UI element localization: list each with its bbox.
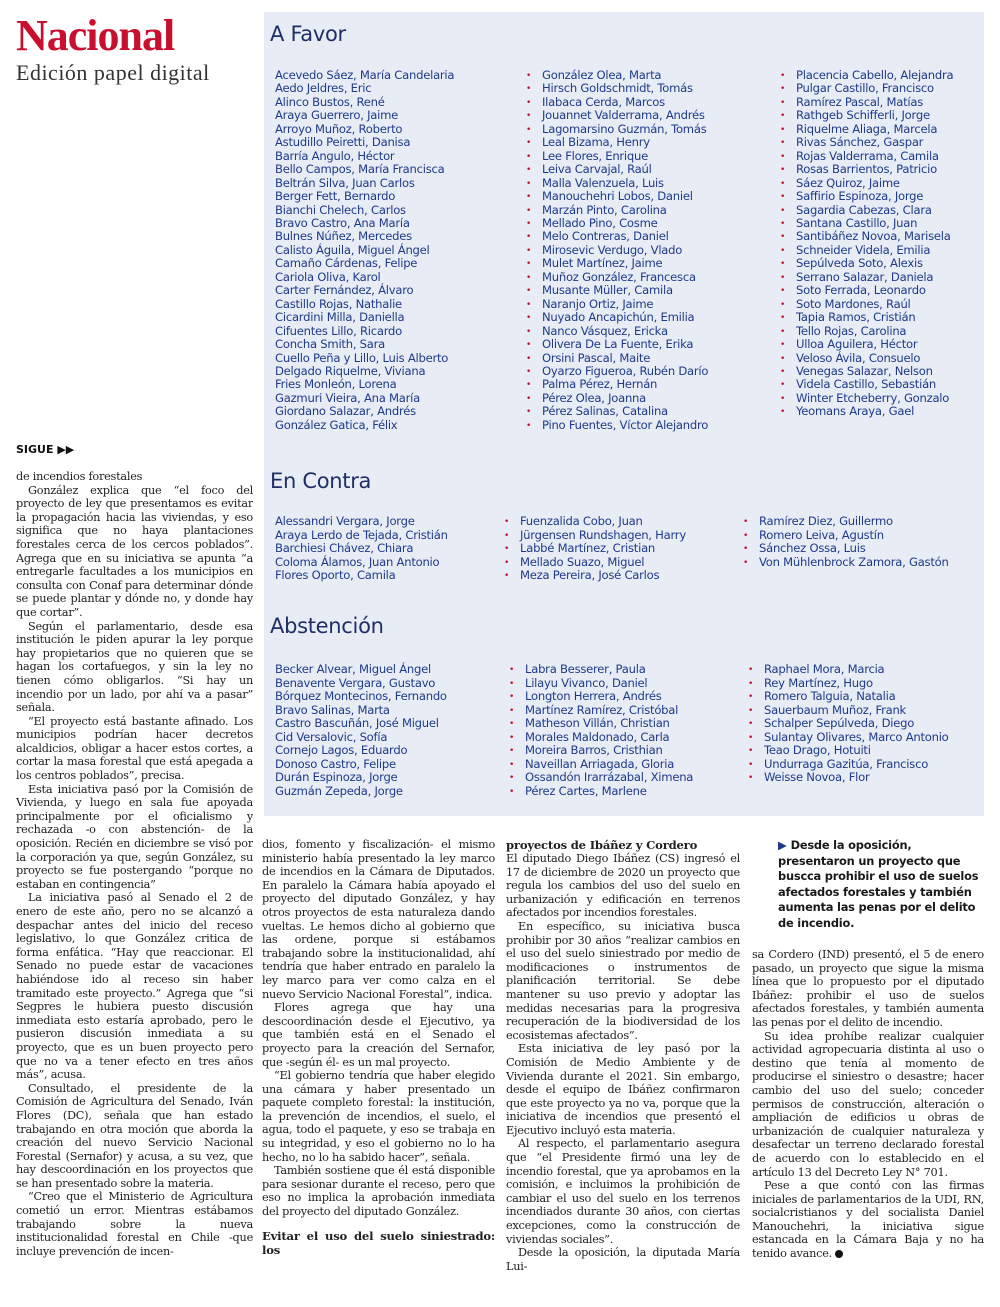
legislator-name: • Leal Bizama, Henry: [542, 136, 708, 149]
legislator-name: • Tapia Ramos, Cristián: [796, 311, 953, 324]
legislator-name: • Weisse Novoa, Flor: [764, 771, 949, 785]
legislator-name: • Lee Flores, Enrique: [542, 150, 708, 163]
legislator-name: Arroyo Muñoz, Roberto: [275, 121, 403, 136]
pull-quote-text: Desde la oposición, presentaron un proyecto que buscca prohibir el uso de suelos afectados forestales y también aumenta las penas por el delito de incendio.: [778, 838, 979, 930]
legislator-name: • Ilabaca Cerda, Marcos: [542, 96, 708, 109]
legislator-name: • Teao Drago, Hotuiti: [764, 744, 949, 758]
legislator-name: Giordano Salazar, Andrés: [275, 404, 416, 419]
legislator-name: Benavente Vergara, Gustavo: [275, 675, 436, 690]
legislator-name: • Mirosevic Verdugo, Vlado: [542, 244, 708, 257]
votes-abstencion-title: Abstención: [270, 614, 384, 638]
vote-results-panel: [264, 12, 984, 816]
legislator-name: • Moreira Barros, Cristhian: [525, 744, 693, 758]
legislator-name: Astudillo Peiretti, Danisa: [275, 135, 411, 150]
legislator-name: Barría Angulo, Héctor: [275, 148, 395, 163]
article-paragraph: Según el parlamentario, desde esa institución le piden apurar la ley porque hay propietarios que no quieren que se hagan los cortafuegos, y sin la ley no tienen cómo obligarlos. “Si hay un incendio por un lado, por ahí va a pasar” señala.: [16, 619, 253, 715]
votes-contra-column-1: [275, 515, 448, 583]
legislator-name: • Sepúlveda Soto, Alexis: [796, 257, 953, 270]
legislator-name: Donoso Castro, Felipe: [275, 756, 396, 771]
legislator-name: • Rathgeb Schifferli, Jorge: [796, 109, 953, 122]
legislator-name: • Ulloa Aguilera, Héctor: [796, 338, 953, 351]
legislator-name: • Undurraga Gazitúa, Francisco: [764, 758, 949, 772]
legislator-name: Flores Oporto, Camila: [275, 568, 396, 583]
pull-quote: [778, 838, 984, 931]
legislator-name: • Hirsch Goldschmidt, Tomás: [542, 82, 708, 95]
masthead: [16, 11, 256, 86]
legislator-name: Castillo Rojas, Nathalie: [275, 296, 402, 311]
article-paragraph: Flores agrega que hay una descoordinación desde el Ejecutivo, ya que también está en el Senado el proyecto para la creación del Sernafor, que -según él- es un mal proyecto.: [262, 1001, 495, 1069]
legislator-name: • Rosas Barrientos, Patricio: [796, 163, 953, 176]
legislator-name: • Nuyado Ancapichún, Emilia: [542, 311, 708, 324]
legislator-name: Fries Monleón, Lorena: [275, 377, 397, 392]
legislator-name: • Rey Martínez, Hugo: [764, 677, 949, 691]
legislator-name: • Oyarzo Figueroa, Rubén Darío: [542, 365, 708, 378]
legislator-name: • Fuenzalida Cobo, Juan: [520, 515, 686, 529]
legislator-name: • Sauerbaum Muñoz, Frank: [764, 704, 949, 718]
legislator-name: Barchiesi Chávez, Chiara: [275, 541, 414, 556]
legislator-name: • Orsini Pascal, Maite: [542, 352, 708, 365]
legislator-name: • Raphael Mora, Marcia: [764, 663, 949, 677]
pull-quote-arrow-icon: ▶: [778, 838, 787, 852]
legislator-name: Castro Bascuñán, José Miguel: [275, 716, 439, 730]
legislator-name: • Soto Ferrada, Leonardo: [796, 284, 953, 297]
legislator-name: • Ramírez Pascal, Matías: [796, 96, 953, 109]
legislator-name: Delgado Riquelme, Viviana: [275, 363, 426, 378]
article-paragraph: de incendios forestales: [16, 470, 143, 483]
legislator-name: • Naranjo Ortiz, Jaime: [542, 298, 708, 311]
legislator-name: • Naveillan Arriagada, Gloria: [525, 758, 693, 772]
legislator-name: • Serrano Salazar, Daniela: [796, 271, 953, 284]
votes-contra-column-3: [759, 515, 949, 569]
legislator-name: • González Olea, Marta: [542, 69, 708, 82]
legislator-name: Cornejo Lagos, Eduardo: [275, 743, 408, 757]
article-column-1: [16, 470, 253, 1295]
legislator-name: • Pérez Salinas, Catalina: [542, 405, 708, 418]
edition-subtitle: Edición papel digital: [16, 60, 210, 85]
legislator-name: Acevedo Sáez, María Candelaria: [275, 68, 455, 82]
legislator-name: • Soto Mardones, Raúl: [796, 298, 953, 311]
legislator-name: • Labbé Martínez, Cristian: [520, 542, 686, 556]
article-paragraph: “El proyecto está bastante afinado. Los municipios podrían hacer decretos alcaldicios, obligar a hacer estos cortes, a cortar la masa forestal que está apegada a los centros poblados”, precisa.: [16, 714, 253, 783]
article-paragraph: En específico, su iniciativa busca prohibir por 30 años “realizar cambios en el uso del suelo siniestrado por medio de modificaciones o instrumentos de planificación territorial. Se debe mantener su uso previo y adoptar las medidas necesarias para la progresiva recuperación de la biodiversidad de los ecosistemas afectados”.: [506, 919, 740, 1042]
article-paragraph: También sostiene que él está disponible para sesionar durante el receso, pero que eso no implica la aprobación inmediata del proyecto del diputado González.: [262, 1164, 495, 1219]
legislator-name: • Olivera De La Fuente, Erika: [542, 338, 708, 351]
legislator-name: Bravo Salinas, Marta: [275, 702, 390, 717]
legislator-name: • Melo Contreras, Daniel: [542, 230, 708, 243]
legislator-name: • Rojas Valderrama, Camila: [796, 150, 953, 163]
votes-favor-column-2: [542, 69, 708, 432]
article-paragraph: “El gobierno tendría que haber elegido una cámara y haber presentado un paquete completo forestal: la institución, la prevención de incendios, el suelo, el agua, todo el paquete, y eso se trabaja en su integridad, y eso el gobierno no lo ha hecho, no lo ha sabido hacer”, señala.: [262, 1069, 495, 1164]
legislator-name: • Malla Valenzuela, Luis: [542, 177, 708, 190]
legislator-name: Alinco Bustos, René: [275, 94, 385, 109]
article-paragraph: sa Cordero (IND) presentó, el 5 de enero pasado, un proyecto que sigue la misma línea que lo propuesto por el diputado Ibáñez: prohibir el uso de suelos afectados forestales, y también aumenta las penas por el delito de incendio.: [752, 948, 984, 1029]
article-paragraph: El diputado Diego Ibáñez (CS) ingresó el 17 de diciembre de 2020 un proyecto que regula los cambios del uso del suelo en urbanización y edificación en terrenos afectados por incendios forestales.: [506, 852, 740, 920]
legislator-name: • Marzán Pinto, Carolina: [542, 204, 708, 217]
article-paragraph: Al respecto, el parlamentario asegura que “el Presidente firmó una ley de incendio forestal, que ya aprobamos en la comisión, e incluimos la prohibición de cambiar el uso del suelo en los terrenos incendiados durante 30 años, con ciertas excepciones, como la construcción de viviendas sociales”.: [506, 1137, 740, 1246]
legislator-name: Durán Espinoza, Jorge: [275, 770, 398, 784]
legislator-name: • Sagardia Cabezas, Clara: [796, 204, 953, 217]
legislator-name: González Gatica, Félix: [275, 417, 398, 432]
legislator-name: • Venegas Salazar, Nelson: [796, 365, 953, 378]
legislator-name: Cariola Oliva, Karol: [275, 269, 381, 284]
legislator-name: Carter Fernández, Álvaro: [275, 283, 414, 298]
legislator-name: Gazmuri Vieira, Ana María: [275, 390, 421, 405]
legislator-name: • Rivas Sánchez, Gaspar: [796, 136, 953, 149]
legislator-name: • Muñoz González, Francesca: [542, 271, 708, 284]
article-column-3: [506, 838, 740, 1298]
article-paragraph: Consultado, el presidente de la Comisión de Agricultura del Senado, Iván Flores (DC), señala que han estado trabajando en otra moción que aborda la creación del nuevo Servicio Nacional Forestal (Sernafor) y acusa, a su vez, que hay descoordinación en los proyectos que se han presentado sobre la materia.: [16, 1081, 253, 1190]
legislator-name: Cuello Peña y Lillo, Luis Alberto: [275, 350, 449, 365]
legislator-name: • Pulgar Castillo, Francisco: [796, 82, 953, 95]
legislator-name: • Sánchez Ossa, Luis: [759, 542, 949, 556]
section-title-nacional: Nacional: [16, 11, 175, 60]
legislator-name: Camaño Cárdenas, Felipe: [275, 256, 418, 271]
legislator-name: • Meza Pereira, José Carlos: [520, 569, 686, 583]
article-subheading: Evitar el uso del suelo siniestrado: los: [262, 1228, 495, 1257]
legislator-name: • Mellado Suazo, Miguel: [520, 556, 686, 570]
legislator-name: • Riquelme Aliaga, Marcela: [796, 123, 953, 136]
legislator-name: Aedo Jeldres, Eric: [275, 81, 372, 96]
legislator-name: • Ramírez Diez, Guillermo: [759, 515, 949, 529]
legislator-name: • Videla Castillo, Sebastián: [796, 378, 953, 391]
legislator-name: Concha Smith, Sara: [275, 337, 386, 352]
legislator-name: Coloma Álamos, Juan Antonio: [275, 554, 440, 569]
legislator-name: Calisto Águila, Miguel Ángel: [275, 242, 430, 257]
legislator-name: Berger Fett, Bernardo: [275, 189, 396, 204]
votes-abstencion-column-2: [525, 663, 693, 798]
legislator-name: • Leiva Carvajal, Raúl: [542, 163, 708, 176]
article-paragraph: Desde la oposición, la diputada María Lui-: [506, 1246, 740, 1273]
article-paragraph: dios, fomento y fiscalización- el mismo ministerio había presentado la ley marco de incendios en la Cámara de Diputados. En paralelo la Cámara había apoyado el proyecto del diputado González, y hay otros proyectos de esta naturaleza dando vueltas. Le hemos dicho al gobierno que las ordene, porque si estábamos trabajando sobre la institucionalidad, ahí tendría que haber entrado en paralelo la ley marco para ver como calza en el nuevo Servicio Nacional Forestal”, indica.: [262, 838, 495, 1001]
votes-abstencion-column-3: [764, 663, 949, 785]
votes-favor-column-3: [796, 69, 953, 419]
legislator-name: • Jürgensen Rundshagen, Harry: [520, 529, 686, 543]
legislator-name: Bulnes Núñez, Mercedes: [275, 229, 412, 244]
votes-abstencion-column-1: [275, 663, 447, 798]
legislator-name: Beltrán Silva, Juan Carlos: [275, 175, 415, 190]
legislator-name: • Sulantay Olivares, Marco Antonio: [764, 731, 949, 745]
votes-favor-column-1: [275, 69, 454, 432]
article-paragraph: Esta iniciativa de ley pasó por la Comisión de Medio Ambiente y de Vivienda durante el 2021. Sin embargo, desde el equipo de Ibáñez confirmaron que este proyecto ya no va, porque que la iniciativa de incendios que presentó el Ejecutivo incluyó esta materia.: [506, 1042, 740, 1137]
votes-favor-title: A Favor: [270, 22, 346, 46]
legislator-name: • Von Mühlenbrock Zamora, Gastón: [759, 556, 949, 570]
legislator-name: Cifuentes Lillo, Ricardo: [275, 323, 402, 338]
legislator-name: • Lagomarsino Guzmán, Tomás: [542, 123, 708, 136]
legislator-name: • Jouannet Valderrama, Andrés: [542, 109, 708, 122]
article-paragraph: [752, 1179, 984, 1261]
legislator-name: • Romero Talguia, Natalia: [764, 690, 949, 704]
legislator-name: • Lilayu Vivanco, Daniel: [525, 677, 693, 691]
legislator-name: • Sáez Quiroz, Jaime: [796, 177, 953, 190]
legislator-name: • Morales Maldonado, Carla: [525, 731, 693, 745]
legislator-name: Bello Campos, María Francisca: [275, 162, 445, 177]
article-column-2: [262, 838, 495, 1298]
legislator-name: • Martínez Ramírez, Cristóbal: [525, 704, 693, 718]
votes-contra-title: En Contra: [270, 469, 372, 493]
continues-marker: SIGUE ▶▶: [16, 443, 75, 456]
legislator-name: • Tello Rojas, Carolina: [796, 325, 953, 338]
legislator-name: • Veloso Ávila, Consuelo: [796, 352, 953, 365]
article-subheading-continued: proyectos de Ibáñez y Cordero: [506, 838, 698, 852]
legislator-name: • Yeomans Araya, Gael: [796, 405, 953, 418]
legislator-name: Cid Versalovic, Sofía: [275, 729, 388, 744]
legislator-name: • Manouchehri Lobos, Daniel: [542, 190, 708, 203]
article-paragraph: “Creo que el Ministerio de Agricultura cometió un error. Mientras estábamos trabajando sobre la nueva institucionalidad forestal en Chile -que incluye prevención de incen-: [16, 1190, 253, 1258]
end-of-article-dot-icon: [835, 1250, 843, 1258]
legislator-name: • Santibáñez Novoa, Marisela: [796, 230, 953, 243]
legislator-name: • Nanco Vásquez, Ericka: [542, 325, 708, 338]
legislator-name: Guzmán Zepeda, Jorge: [275, 783, 403, 798]
legislator-name: Araya Lerdo de Tejada, Cristián: [275, 527, 448, 542]
legislator-name: Bórquez Montecinos, Fernando: [275, 689, 447, 703]
legislator-name: • Santana Castillo, Juan: [796, 217, 953, 230]
legislator-name: • Schneider Videla, Emilia: [796, 244, 953, 257]
legislator-name: • Pérez Cartes, Marlene: [525, 785, 693, 799]
legislator-name: • Musante Müller, Camila: [542, 284, 708, 297]
legislator-name: • Winter Etcheberry, Gonzalo: [796, 392, 953, 405]
legislator-name: • Matheson Villán, Christian: [525, 717, 693, 731]
legislator-name: Cicardini Milla, Daniella: [275, 310, 405, 325]
legislator-name: • Palma Pérez, Hernán: [542, 378, 708, 391]
legislator-name: • Ossandón Irarrázabal, Ximena: [525, 771, 693, 785]
article-paragraph: La iniciativa pasó al Senado el 2 de enero de este año, pero no se alcanzó a despachar antes del inicio del receso legislativo, lo que González critica de forma enfática. “Hay que reaccionar. El Senado no puede estar de vacaciones habiéndose ido al receso sin haber tramitado este proyecto.” Agrega que “si Segpres le hubiera puesto discusión inmediata esto estaría aprobado, pero le pusieron discusión inmediata a su proyecto, que es un buen proyecto pero que no va a tener efecto en tres años más”, acusa.: [16, 891, 253, 1082]
legislator-name: Bravo Castro, Ana María: [275, 215, 410, 230]
legislator-name: Becker Alvear, Miguel Ángel: [275, 662, 431, 676]
legislator-name: • Pino Fuentes, Víctor Alejandro: [542, 419, 708, 432]
legislator-name: • Mellado Pino, Cosme: [542, 217, 708, 230]
article-paragraph: Su idea prohíbe realizar cualquier actividad agropecuaria distinta al uso o destino que tenía al momento de producirse el siniestro o desastre; hacer cambio del uso del suelo; conceder permisos de construcción, alteración o ampliación de edificios u obras de urbanización de cualquier naturaleza y desafectar un terreno declarado forestal de acuerdo con lo establecido en el artículo 13 del Decreto Ley N° 701.: [752, 1029, 984, 1179]
legislator-name: • Mulet Martínez, Jaime: [542, 257, 708, 270]
legislator-name: • Longton Herrera, Andrés: [525, 690, 693, 704]
legislator-name: • Placencia Cabello, Alejandra: [796, 69, 953, 82]
votes-contra-column-2: [520, 515, 686, 583]
legislator-name: • Labra Besserer, Paula: [525, 663, 693, 677]
legislator-name: • Romero Leiva, Agustín: [759, 529, 949, 543]
legislator-name: Alessandri Vergara, Jorge: [275, 514, 415, 528]
article-column-4: [752, 948, 984, 1298]
legislator-name: • Schalper Sepúlveda, Diego: [764, 717, 949, 731]
legislator-name: • Pérez Olea, Joanna: [542, 392, 708, 405]
article-paragraph: González explica que “el foco del proyecto de ley que presentamos es evitar la propagación hacia las viviendas, y eso significa que no haya plantaciones forestales cerca de los cercos poblados”. Agrega que en su iniciativa se apunta “a entregarle facultades a los municipios en consulta con Conaf para determinar dónde se puede plantar y dónde no, y donde hay que cortar”.: [16, 483, 253, 619]
legislator-name: Araya Guerrero, Jaime: [275, 108, 399, 123]
article-closing-text: Pese a que contó con las firmas iniciales de parlamentarios de la UDI, RN, socialcristianos y del socialista Daniel Manouchehri, la iniciativa sigue estancada en la Cámara Baja y no ha tenido avance.: [752, 1179, 984, 1261]
legislator-name: Bianchi Chelech, Carlos: [275, 202, 406, 217]
article-paragraph: Esta iniciativa pasó por la Comisión de Vivienda, y luego en sala fue apoyada principalmente por el oficialismo y rechazada -o con abstención- de la oposición. Recién en diciembre se visó por la corporación ya que, según González, su proyecto se fue postergando “porque no estaban en contingencia”: [16, 782, 253, 891]
legislator-name: • Saffirio Espinoza, Jorge: [796, 190, 953, 203]
